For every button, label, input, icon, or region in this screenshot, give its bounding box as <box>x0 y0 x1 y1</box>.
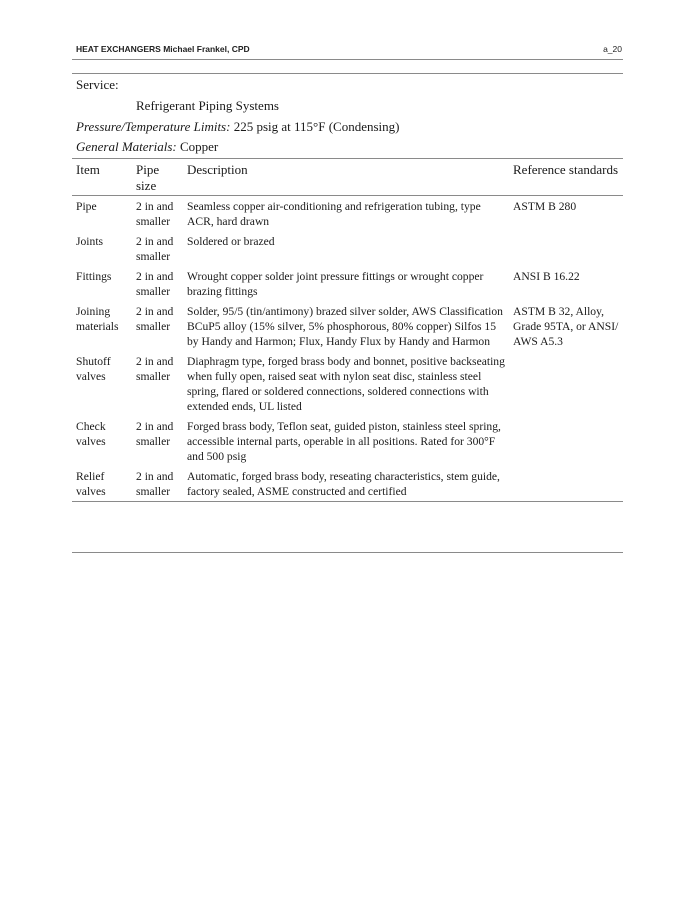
cell-description: Diaphragm type, forged brass body and bonnet, positive backseating when fully open, raised seat with nylon seat disc, stainless steel spring, flared or soldered connections, soldered connections with extended ends, UL listed <box>187 355 505 413</box>
cell-item: Shutoff valves <box>76 355 111 383</box>
section-top-rule <box>72 73 623 74</box>
cell-description: Seamless copper air-conditioning and refrigeration tubing, type ACR, hard drawn <box>187 200 481 228</box>
col-description: Description <box>183 159 509 196</box>
cell-size: 2 in and smaller <box>136 235 174 263</box>
table-header-row <box>72 159 623 196</box>
cell-size: 2 in and smaller <box>136 420 174 448</box>
table-row <box>72 266 623 301</box>
cell-item: Pipe <box>76 200 97 213</box>
cell-size: 2 in and smaller <box>132 466 183 502</box>
cell-size: 2 in and smaller <box>136 200 174 228</box>
col-reference-standards: Reference standards <box>509 159 623 196</box>
spec-table <box>72 158 623 502</box>
cell-standard <box>509 416 623 466</box>
table-row <box>72 466 623 502</box>
limits-value: 225 psig at 115°F (Condensing) <box>233 119 400 134</box>
cell-standard: ASTM B 280 <box>513 200 577 213</box>
table-row <box>72 231 623 266</box>
cell-item: Fittings <box>76 270 112 283</box>
header-rule <box>72 59 623 60</box>
service-label: Service: <box>76 77 119 92</box>
cell-standard <box>509 351 623 416</box>
header-page-ref: a_20 <box>603 44 622 54</box>
cell-standard <box>509 231 623 266</box>
cell-description: Soldered or brazed <box>187 235 275 248</box>
header-title: HEAT EXCHANGERS Michael Frankel, CPD <box>76 44 250 54</box>
table-row <box>72 196 623 232</box>
table-row <box>72 351 623 416</box>
materials-value: Copper <box>179 139 219 154</box>
running-header <box>76 44 622 58</box>
cell-standard: ASTM B 32, Alloy, Grade 95TA, or ANSI/ AWS A5.3 <box>513 305 619 348</box>
cell-size: 2 in and smaller <box>136 270 174 298</box>
cell-description: Forged brass body, Teflon seat, guided piston, stainless steel spring, accessible internal parts, operable in all positions. Rated for 300°F and 500 psig <box>187 420 501 463</box>
footer-rule <box>72 552 623 553</box>
col-item: Item <box>72 159 132 196</box>
limits-label: Pressure/Temperature Limits: <box>76 119 231 134</box>
cell-standard: ANSI B 16.22 <box>513 270 580 283</box>
table-row <box>72 301 623 351</box>
service-value: Refrigerant Piping Systems <box>136 98 279 113</box>
cell-description: Solder, 95/5 (tin/antimony) brazed silver solder, AWS Classification BCuP5 alloy (15% silver, 5% phosphorous, 80% copper) Silfos 15 by Handy and Harmon; Flux, Handy Flux by Handy and Harmon <box>187 305 503 348</box>
cell-item: Relief valves <box>72 466 132 502</box>
materials-label: General Materials: <box>76 139 177 154</box>
materials-line <box>76 139 218 155</box>
cell-standard <box>509 466 623 502</box>
table-row <box>72 416 623 466</box>
cell-item: Joining materials <box>76 305 119 333</box>
limits-line <box>76 119 399 135</box>
cell-size: 2 in and smaller <box>136 355 174 383</box>
cell-size: 2 in and smaller <box>136 305 174 333</box>
col-pipe-size: Pipe size <box>132 159 183 196</box>
cell-description: Wrought copper solder joint pressure fittings or wrought copper brazing fittings <box>187 270 484 298</box>
cell-item: Check valves <box>76 420 106 448</box>
cell-item: Joints <box>76 235 104 248</box>
cell-description: Automatic, forged brass body, reseating characteristics, stem guide, factory sealed, ASME constructed and certified <box>183 466 509 502</box>
